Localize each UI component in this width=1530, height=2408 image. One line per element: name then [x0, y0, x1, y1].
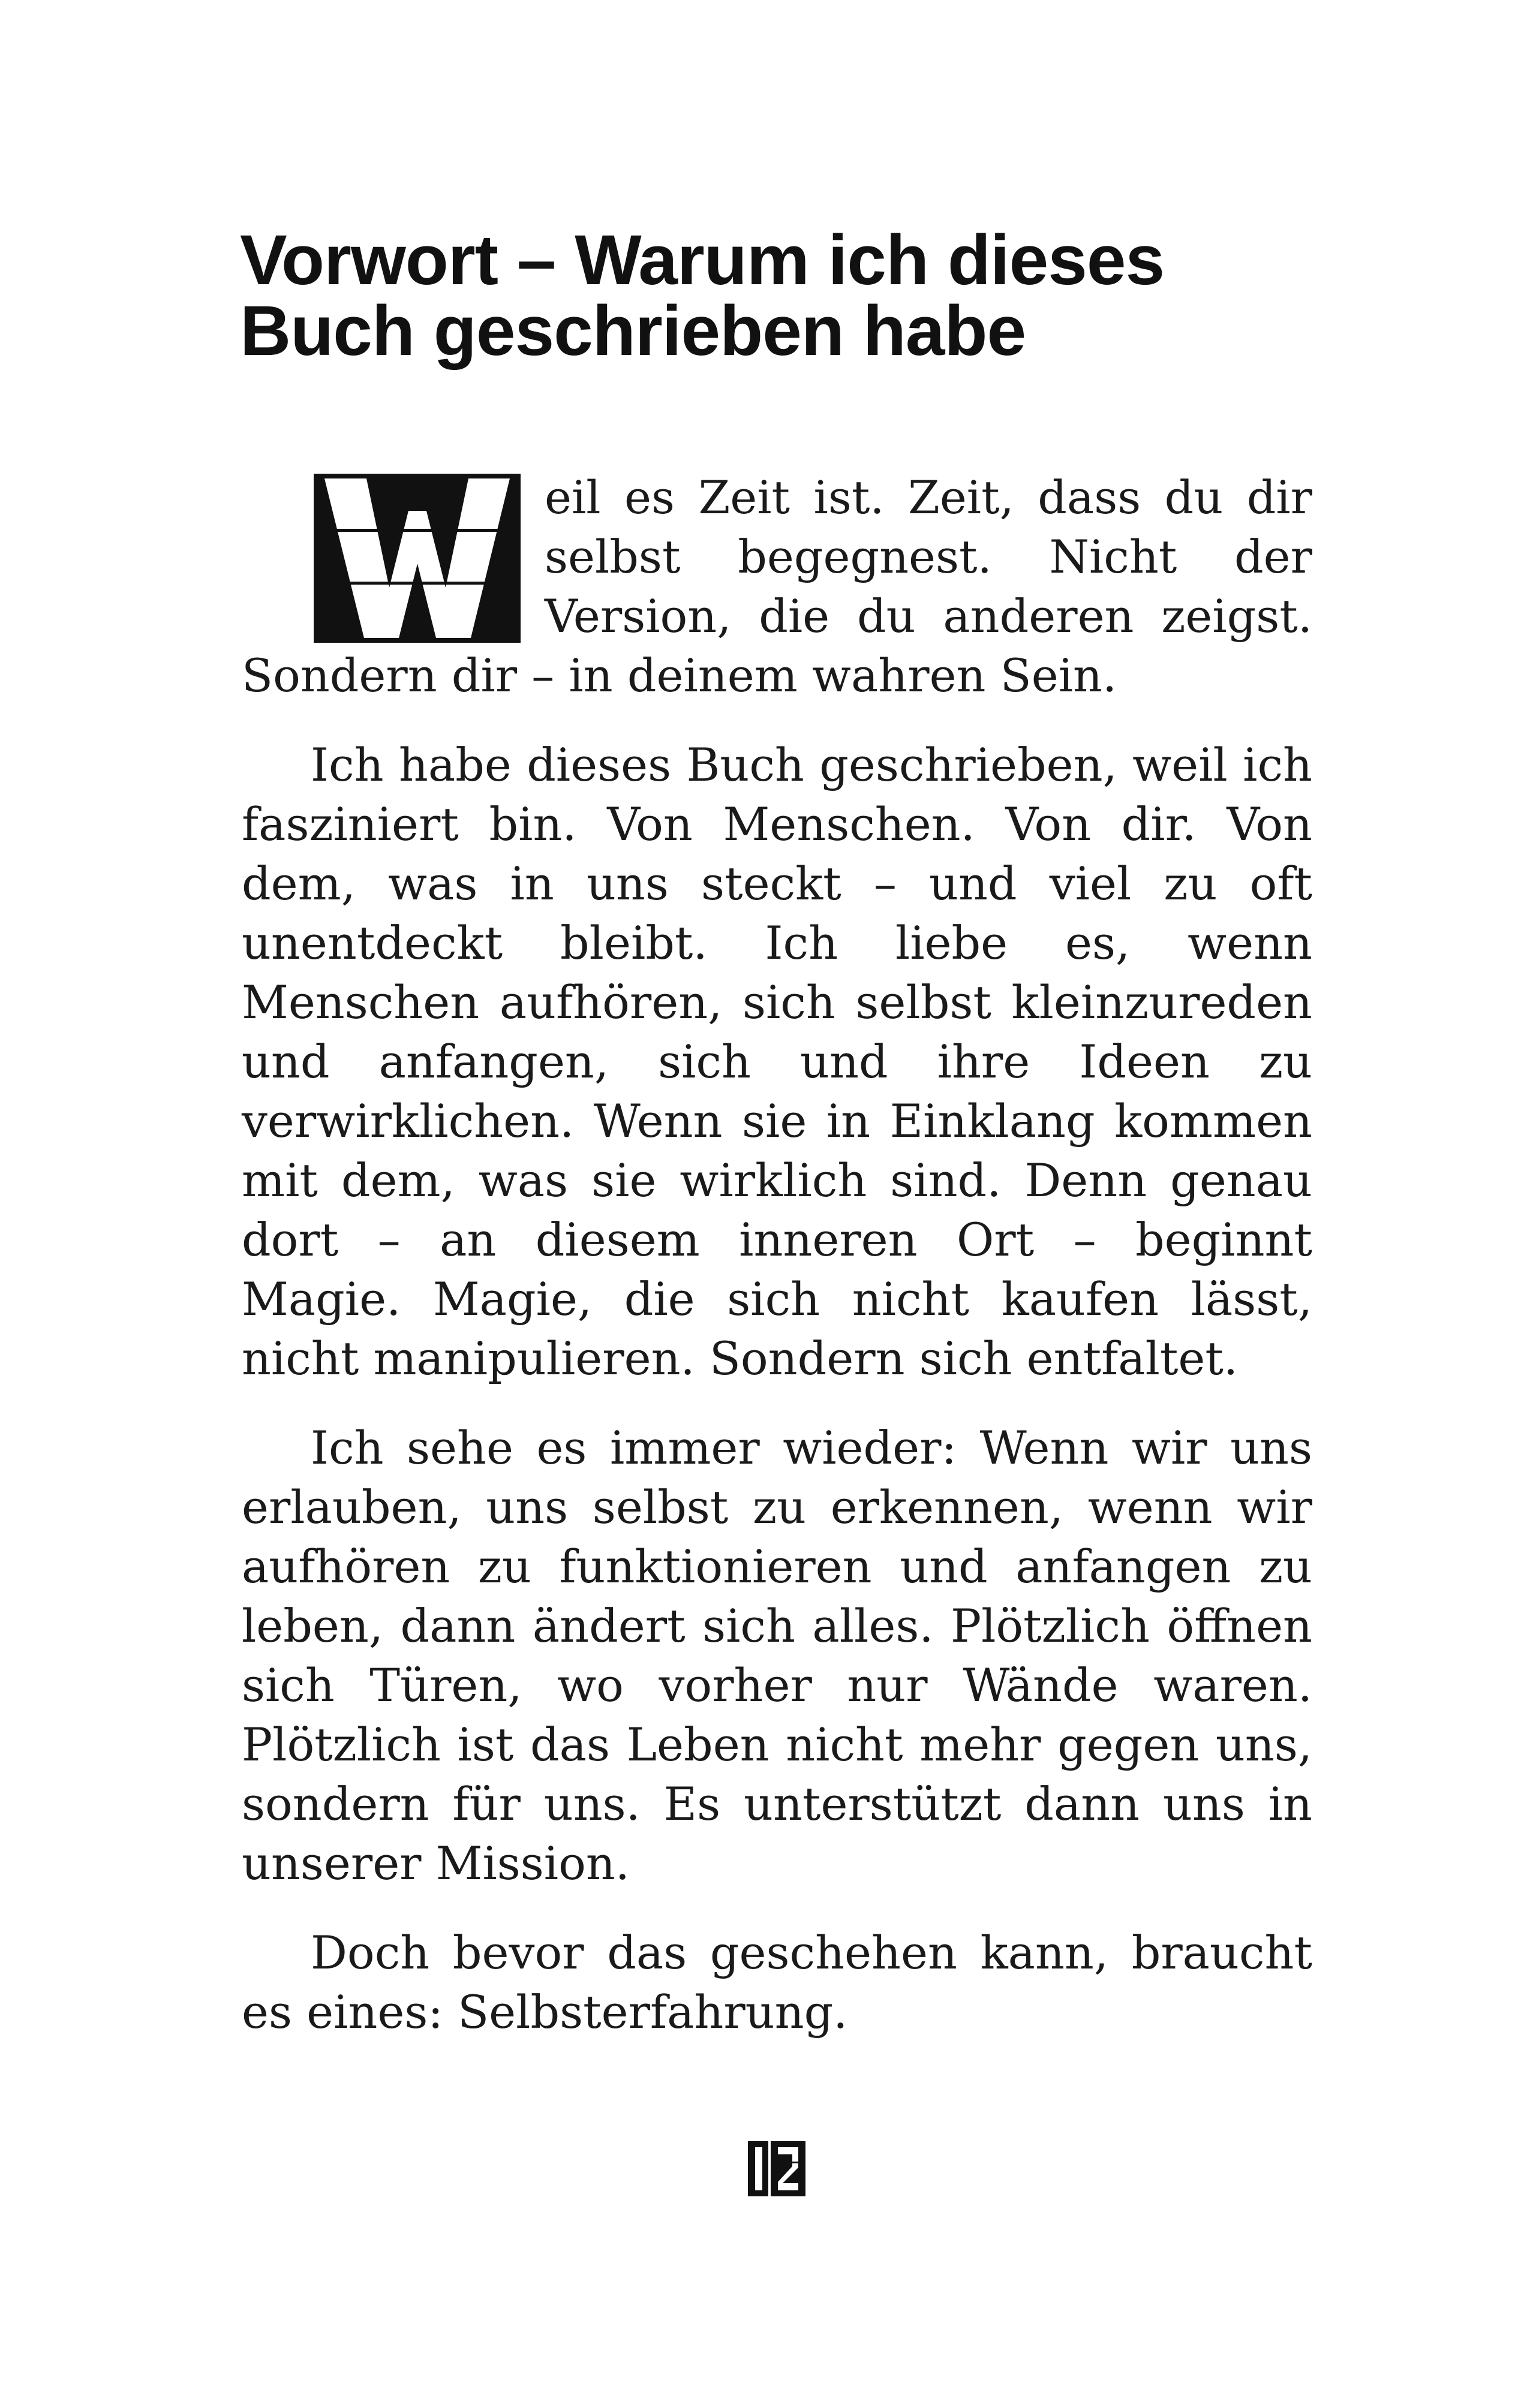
chapter-title: Vorwort – Warum ich dieses Buch geschrieben habe [240, 221, 1165, 371]
drop-cap [314, 474, 521, 643]
paragraph: Ich habe dieses Buch geschrieben, weil ich fasziniert bin. Von Menschen. Von dir. Von dem, was in uns steckt – und viel zu oft unentdeckt bleibt. Ich liebe es, wenn Menschen aufhören, sich selbst kleinzureden und anfangen, sich und ihre Ideen zu verwirklichen. Wenn sie in Einklang kommen mit dem, was sie wirklich sind. Denn genau dort – an diesem inneren Ort – beginnt Magie. Magie, die sich nicht kaufen lässt, nicht manipulieren. Sondern sich entfaltet. [242, 738, 1312, 1385]
body-text [242, 468, 1312, 2072]
first-paragraph-text: eil es Zeit ist. Zeit, dass du dir selbst begegnest. Nicht der Version, die du anderen zeigst. Sondern dir – in deinem wahren Sein. [242, 471, 1312, 702]
first-paragraph [242, 468, 1312, 705]
paragraph: Doch bevor das geschehen kann, braucht es eines: Selbsterfahrung. [242, 1926, 1312, 2039]
page-number [747, 2139, 807, 2199]
page-number-glyph [747, 2139, 807, 2199]
paragraph: Ich sehe es immer wieder: Wenn wir uns erlauben, uns selbst zu erkennen, wenn wir aufhören zu funktionieren und anfangen zu leben, dann ändert sich alles. Plötzlich öffnen sich Türen, wo vorher nur Wände waren. Plötzlich ist das Leben nicht mehr gegen uns, sondern für uns. Es unterstützt dann uns in unserer Mission. [242, 1421, 1312, 1890]
drop-cap-block [314, 474, 521, 643]
